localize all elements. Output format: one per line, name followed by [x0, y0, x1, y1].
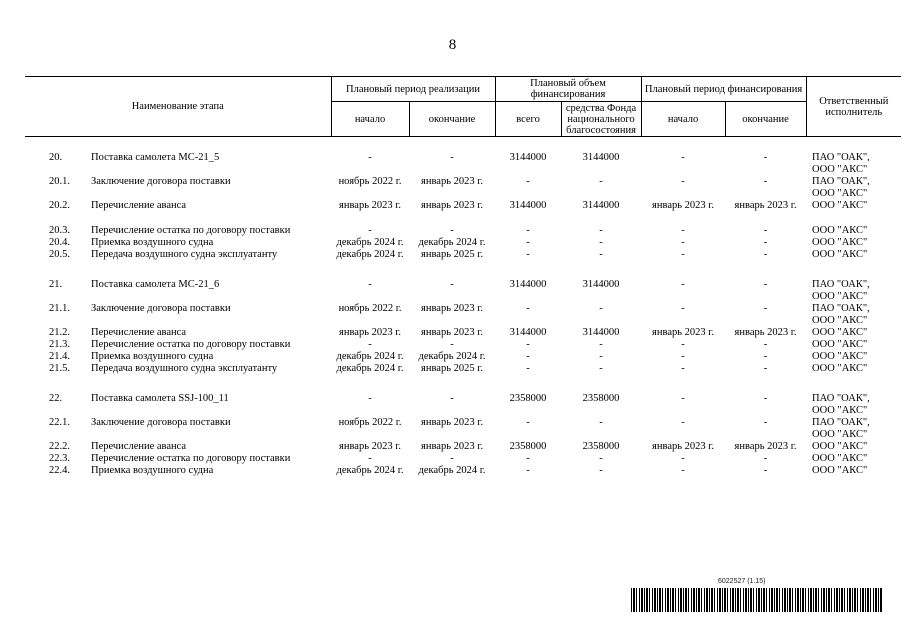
volume-fund-cell: - — [599, 339, 603, 350]
responsible-line: ООО "АКС" — [812, 339, 868, 350]
impl-end-cell: январь 2023 г. — [421, 417, 483, 428]
fin-end-cell: - — [763, 465, 768, 476]
row-number-cell: 20. — [49, 152, 63, 163]
row-number-cell: 21.4. — [49, 351, 70, 362]
stage-name-cell: Поставка самолета МС-21_6 — [91, 279, 220, 290]
volume-total-cell: - — [526, 176, 530, 187]
volume-total-cell: - — [526, 465, 530, 476]
volume-fund-cell: - — [599, 465, 603, 476]
responsible-cell — [806, 225, 901, 237]
volume-total-cell: - — [526, 225, 530, 236]
volume-total-cell: - — [526, 363, 530, 374]
volume-fund-cell: - — [599, 453, 603, 464]
stage-name-cell: Поставка самолета SSJ-100_11 — [91, 393, 229, 404]
volume-total-cell: - — [526, 339, 530, 350]
fin-start-cell: - — [681, 303, 685, 314]
volume-total-cell: - — [526, 249, 530, 260]
fin-end-cell: - — [763, 176, 768, 187]
responsible-line: ООО "АКС" — [812, 164, 868, 175]
substage-row — [25, 351, 901, 363]
header-start: начало — [331, 102, 409, 137]
responsible-cell — [806, 327, 901, 339]
row-spacer — [25, 261, 901, 274]
substage-row — [25, 237, 901, 249]
substage-row — [25, 303, 901, 327]
header-fin-start: начало — [641, 102, 725, 137]
fin-start-cell: - — [681, 176, 685, 187]
barcode-label: 6022527 (1.15) — [718, 578, 766, 585]
substage-row — [25, 327, 901, 339]
stage-name-cell: Приемка воздушного судна — [91, 351, 214, 362]
responsible-line: ПАО "ОАК", — [812, 303, 870, 314]
fin-end-cell: - — [763, 152, 768, 163]
impl-end-cell: декабрь 2024 г. — [418, 237, 486, 248]
impl-end-cell: январь 2023 г. — [421, 327, 483, 338]
volume-fund-cell: - — [599, 237, 603, 248]
substage-row — [25, 339, 901, 351]
stage-name-cell: Заключение договора поставки — [91, 176, 231, 187]
barcode — [631, 588, 882, 612]
table-body — [25, 147, 901, 477]
row-number-cell: 21.1. — [49, 303, 70, 314]
fin-start-cell: - — [681, 225, 685, 236]
volume-fund-cell: - — [599, 351, 603, 362]
responsible-cell — [806, 200, 901, 212]
impl-start-cell: ноябрь 2022 г. — [338, 176, 402, 187]
volume-fund-cell: - — [599, 249, 603, 260]
spacer-cell — [25, 261, 901, 274]
volume-fund-cell: 2358000 — [582, 441, 620, 452]
fin-start-cell: - — [681, 339, 685, 350]
fin-start-cell: - — [681, 393, 685, 404]
volume-total-cell: 2358000 — [509, 393, 547, 404]
responsible-cell — [806, 147, 901, 176]
impl-end-cell: - — [450, 393, 454, 404]
substage-row — [25, 225, 901, 237]
fin-start-cell: - — [681, 363, 685, 374]
substage-row — [25, 176, 901, 200]
fin-start-cell: - — [681, 465, 685, 476]
responsible-cell — [806, 249, 901, 261]
responsible-line: ООО "АКС" — [812, 188, 868, 199]
responsible-line: ПАО "ОАК", — [812, 176, 870, 187]
volume-fund-cell: 3144000 — [582, 152, 620, 163]
fin-start-cell: - — [681, 279, 685, 290]
responsible-line: ООО "АКС" — [812, 249, 868, 260]
volume-fund-cell: 2358000 — [582, 393, 620, 404]
impl-end-cell: январь 2023 г. — [421, 176, 483, 187]
fin-start-cell: январь 2023 г. — [652, 200, 715, 211]
impl-end-cell: декабрь 2024 г. — [418, 465, 486, 476]
fin-start-cell: - — [681, 453, 685, 464]
stage-name-cell: Перечисление остатка по договору поставки — [91, 225, 291, 236]
fin-start-cell: - — [681, 152, 685, 163]
header-implementation-period: Плановый период реализации — [331, 77, 495, 102]
fin-end-cell: - — [763, 417, 768, 428]
fin-start-cell: январь 2023 г. — [652, 441, 715, 452]
impl-start-cell: - — [368, 152, 372, 163]
header-fin-end: окончание — [725, 102, 806, 137]
responsible-cell — [806, 441, 901, 453]
responsible-cell — [806, 237, 901, 249]
row-number-cell: 20.3. — [49, 225, 70, 236]
responsible-line: ООО "АКС" — [812, 200, 868, 211]
spacer-cell — [25, 212, 901, 225]
page-number: 8 — [448, 37, 457, 53]
impl-end-cell: январь 2025 г. — [421, 249, 483, 260]
impl-start-cell: - — [368, 453, 372, 464]
responsible-line: ООО "АКС" — [812, 327, 868, 338]
stage-name-cell: Перечисление остатка по договору поставки — [91, 453, 291, 464]
impl-start-cell: декабрь 2024 г. — [336, 465, 404, 476]
fin-end-cell: - — [763, 393, 768, 404]
volume-fund-cell: - — [599, 363, 603, 374]
stage-name-cell: Перечисление аванса — [91, 200, 187, 211]
stage-name-cell: Приемка воздушного судна — [91, 465, 214, 476]
stage-name-cell: Заключение договора поставки — [91, 417, 231, 428]
impl-end-cell: - — [450, 339, 454, 350]
responsible-line: ООО "АКС" — [812, 453, 868, 464]
volume-total-cell: - — [526, 303, 530, 314]
impl-start-cell: январь 2023 г. — [339, 200, 401, 211]
substage-row — [25, 249, 901, 261]
impl-end-cell: январь 2023 г. — [421, 441, 483, 452]
fin-end-cell: - — [763, 339, 768, 350]
impl-end-cell: - — [450, 225, 454, 236]
stage-row — [25, 147, 901, 176]
responsible-cell — [806, 339, 901, 351]
responsible-line: ООО "АКС" — [812, 351, 868, 362]
row-number-cell: 22.3. — [49, 453, 70, 464]
responsible-line: ПАО "ОАК", — [812, 279, 870, 290]
fin-end-cell: январь 2023 г. — [734, 327, 797, 338]
fin-end-cell: - — [763, 363, 768, 374]
impl-start-cell: декабрь 2024 г. — [336, 249, 404, 260]
impl-start-cell: - — [368, 279, 372, 290]
row-number-cell: 21.3. — [49, 339, 70, 350]
row-number-cell: 21. — [49, 279, 63, 290]
fin-start-cell: - — [681, 417, 685, 428]
header-responsible: Ответственный исполнитель — [806, 77, 901, 137]
volume-total-cell: - — [526, 417, 530, 428]
responsible-line: ООО "АКС" — [812, 405, 868, 416]
header-stage-name: Наименование этапа — [25, 77, 331, 137]
impl-start-cell: ноябрь 2022 г. — [338, 303, 402, 314]
stage-row — [25, 388, 901, 417]
fin-start-cell: - — [681, 237, 685, 248]
responsible-cell — [806, 176, 901, 200]
substage-row — [25, 441, 901, 453]
responsible-cell — [806, 417, 901, 441]
responsible-cell — [806, 303, 901, 327]
volume-total-cell: 2358000 — [509, 441, 547, 452]
row-number-cell: 20.2. — [49, 200, 70, 211]
responsible-line: ООО "АКС" — [812, 363, 868, 374]
fin-start-cell: январь 2023 г. — [652, 327, 715, 338]
impl-end-cell: - — [450, 279, 454, 290]
volume-fund-cell: - — [599, 176, 603, 187]
stage-name-cell: Перечисление аванса — [91, 327, 187, 338]
volume-fund-cell: 3144000 — [582, 327, 620, 338]
volume-fund-cell: 3144000 — [582, 200, 620, 211]
row-spacer — [25, 212, 901, 225]
volume-fund-cell: - — [599, 303, 603, 314]
stage-name-cell: Заключение договора поставки — [91, 303, 231, 314]
fin-end-cell: - — [763, 225, 768, 236]
impl-start-cell: январь 2023 г. — [339, 441, 401, 452]
stage-name-cell: Передача воздушного судна эксплуатанту — [91, 249, 278, 260]
responsible-line: ПАО "ОАК", — [812, 152, 870, 163]
row-number-cell: 20.4. — [49, 237, 70, 248]
responsible-cell — [806, 465, 901, 477]
impl-end-cell: январь 2025 г. — [421, 363, 483, 374]
fin-start-cell: - — [681, 249, 685, 260]
header-end: окончание — [409, 102, 495, 137]
responsible-line: ООО "АКС" — [812, 291, 868, 302]
stage-name-cell: Поставка самолета МС-21_5 — [91, 152, 220, 163]
responsible-cell — [806, 351, 901, 363]
stage-name-cell: Перечисление остатка по договору поставки — [91, 339, 291, 350]
volume-total-cell: 3144000 — [509, 200, 547, 211]
spacer-cell — [25, 375, 901, 388]
row-number-cell: 22.4. — [49, 465, 70, 476]
fin-end-cell: январь 2023 г. — [734, 441, 797, 452]
fin-end-cell: - — [763, 303, 768, 314]
volume-fund-cell: - — [599, 417, 603, 428]
substage-row — [25, 417, 901, 441]
header-fund: средства Фонда национального благосостояния — [561, 102, 641, 137]
substage-row — [25, 453, 901, 465]
stage-name-cell: Перечисление аванса — [91, 441, 187, 452]
stage-name-cell: Передача воздушного судна эксплуатанту — [91, 363, 278, 374]
stage-name-cell: Приемка воздушного судна — [91, 237, 214, 248]
fin-end-cell: - — [763, 237, 768, 248]
row-number-cell: 22. — [49, 393, 63, 404]
impl-end-cell: - — [450, 152, 454, 163]
impl-end-cell: декабрь 2024 г. — [418, 351, 486, 362]
impl-end-cell: - — [450, 453, 454, 464]
fin-start-cell: - — [681, 351, 685, 362]
impl-start-cell: декабрь 2024 г. — [336, 351, 404, 362]
responsible-line: ПАО "ОАК", — [812, 393, 870, 404]
volume-total-cell: - — [526, 351, 530, 362]
impl-start-cell: декабрь 2024 г. — [336, 363, 404, 374]
impl-start-cell: январь 2023 г. — [339, 327, 401, 338]
substage-row — [25, 465, 901, 477]
responsible-cell — [806, 388, 901, 417]
row-number-cell: 20.1. — [49, 176, 70, 187]
fin-end-cell: январь 2023 г. — [734, 200, 797, 211]
volume-fund-cell: - — [599, 225, 603, 236]
responsible-line: ООО "АКС" — [812, 225, 868, 236]
row-number-cell: 22.2. — [49, 441, 70, 452]
stage-plan-table — [25, 76, 901, 477]
responsible-cell — [806, 274, 901, 303]
responsible-line: ООО "АКС" — [812, 315, 868, 326]
impl-start-cell: - — [368, 339, 372, 350]
responsible-line: ООО "АКС" — [812, 465, 868, 476]
header-total: всего — [495, 102, 561, 137]
substage-row — [25, 363, 901, 375]
impl-start-cell: декабрь 2024 г. — [336, 237, 404, 248]
responsible-line: ПАО "ОАК", — [812, 417, 870, 428]
responsible-line: ООО "АКС" — [812, 441, 868, 452]
impl-start-cell: - — [368, 393, 372, 404]
volume-fund-cell: 3144000 — [582, 279, 620, 290]
row-number-cell: 22.1. — [49, 417, 70, 428]
fin-end-cell: - — [763, 279, 768, 290]
responsible-line: ООО "АКС" — [812, 237, 868, 248]
header-financing-period: Плановый период финансирования — [641, 77, 806, 102]
row-number-cell: 21.5. — [49, 363, 70, 374]
volume-total-cell: - — [526, 453, 530, 464]
fin-end-cell: - — [763, 249, 768, 260]
impl-start-cell: ноябрь 2022 г. — [338, 417, 402, 428]
fin-end-cell: - — [763, 453, 768, 464]
volume-total-cell: 3144000 — [509, 279, 547, 290]
row-spacer — [25, 375, 901, 388]
impl-start-cell: - — [368, 225, 372, 236]
volume-total-cell: 3144000 — [509, 152, 547, 163]
impl-end-cell: январь 2023 г. — [421, 303, 483, 314]
row-number-cell: 20.5. — [49, 249, 70, 260]
responsible-line: ООО "АКС" — [812, 429, 868, 440]
impl-end-cell: январь 2023 г. — [421, 200, 483, 211]
responsible-cell — [806, 453, 901, 465]
table-header — [25, 77, 901, 148]
volume-total-cell: - — [526, 237, 530, 248]
fin-end-cell: - — [763, 351, 768, 362]
header-financing-volume: Плановый объем финансирования — [495, 77, 641, 102]
substage-row — [25, 200, 901, 212]
row-number-cell: 21.2. — [49, 327, 70, 338]
stage-row — [25, 274, 901, 303]
volume-total-cell: 3144000 — [509, 327, 547, 338]
responsible-cell — [806, 363, 901, 375]
